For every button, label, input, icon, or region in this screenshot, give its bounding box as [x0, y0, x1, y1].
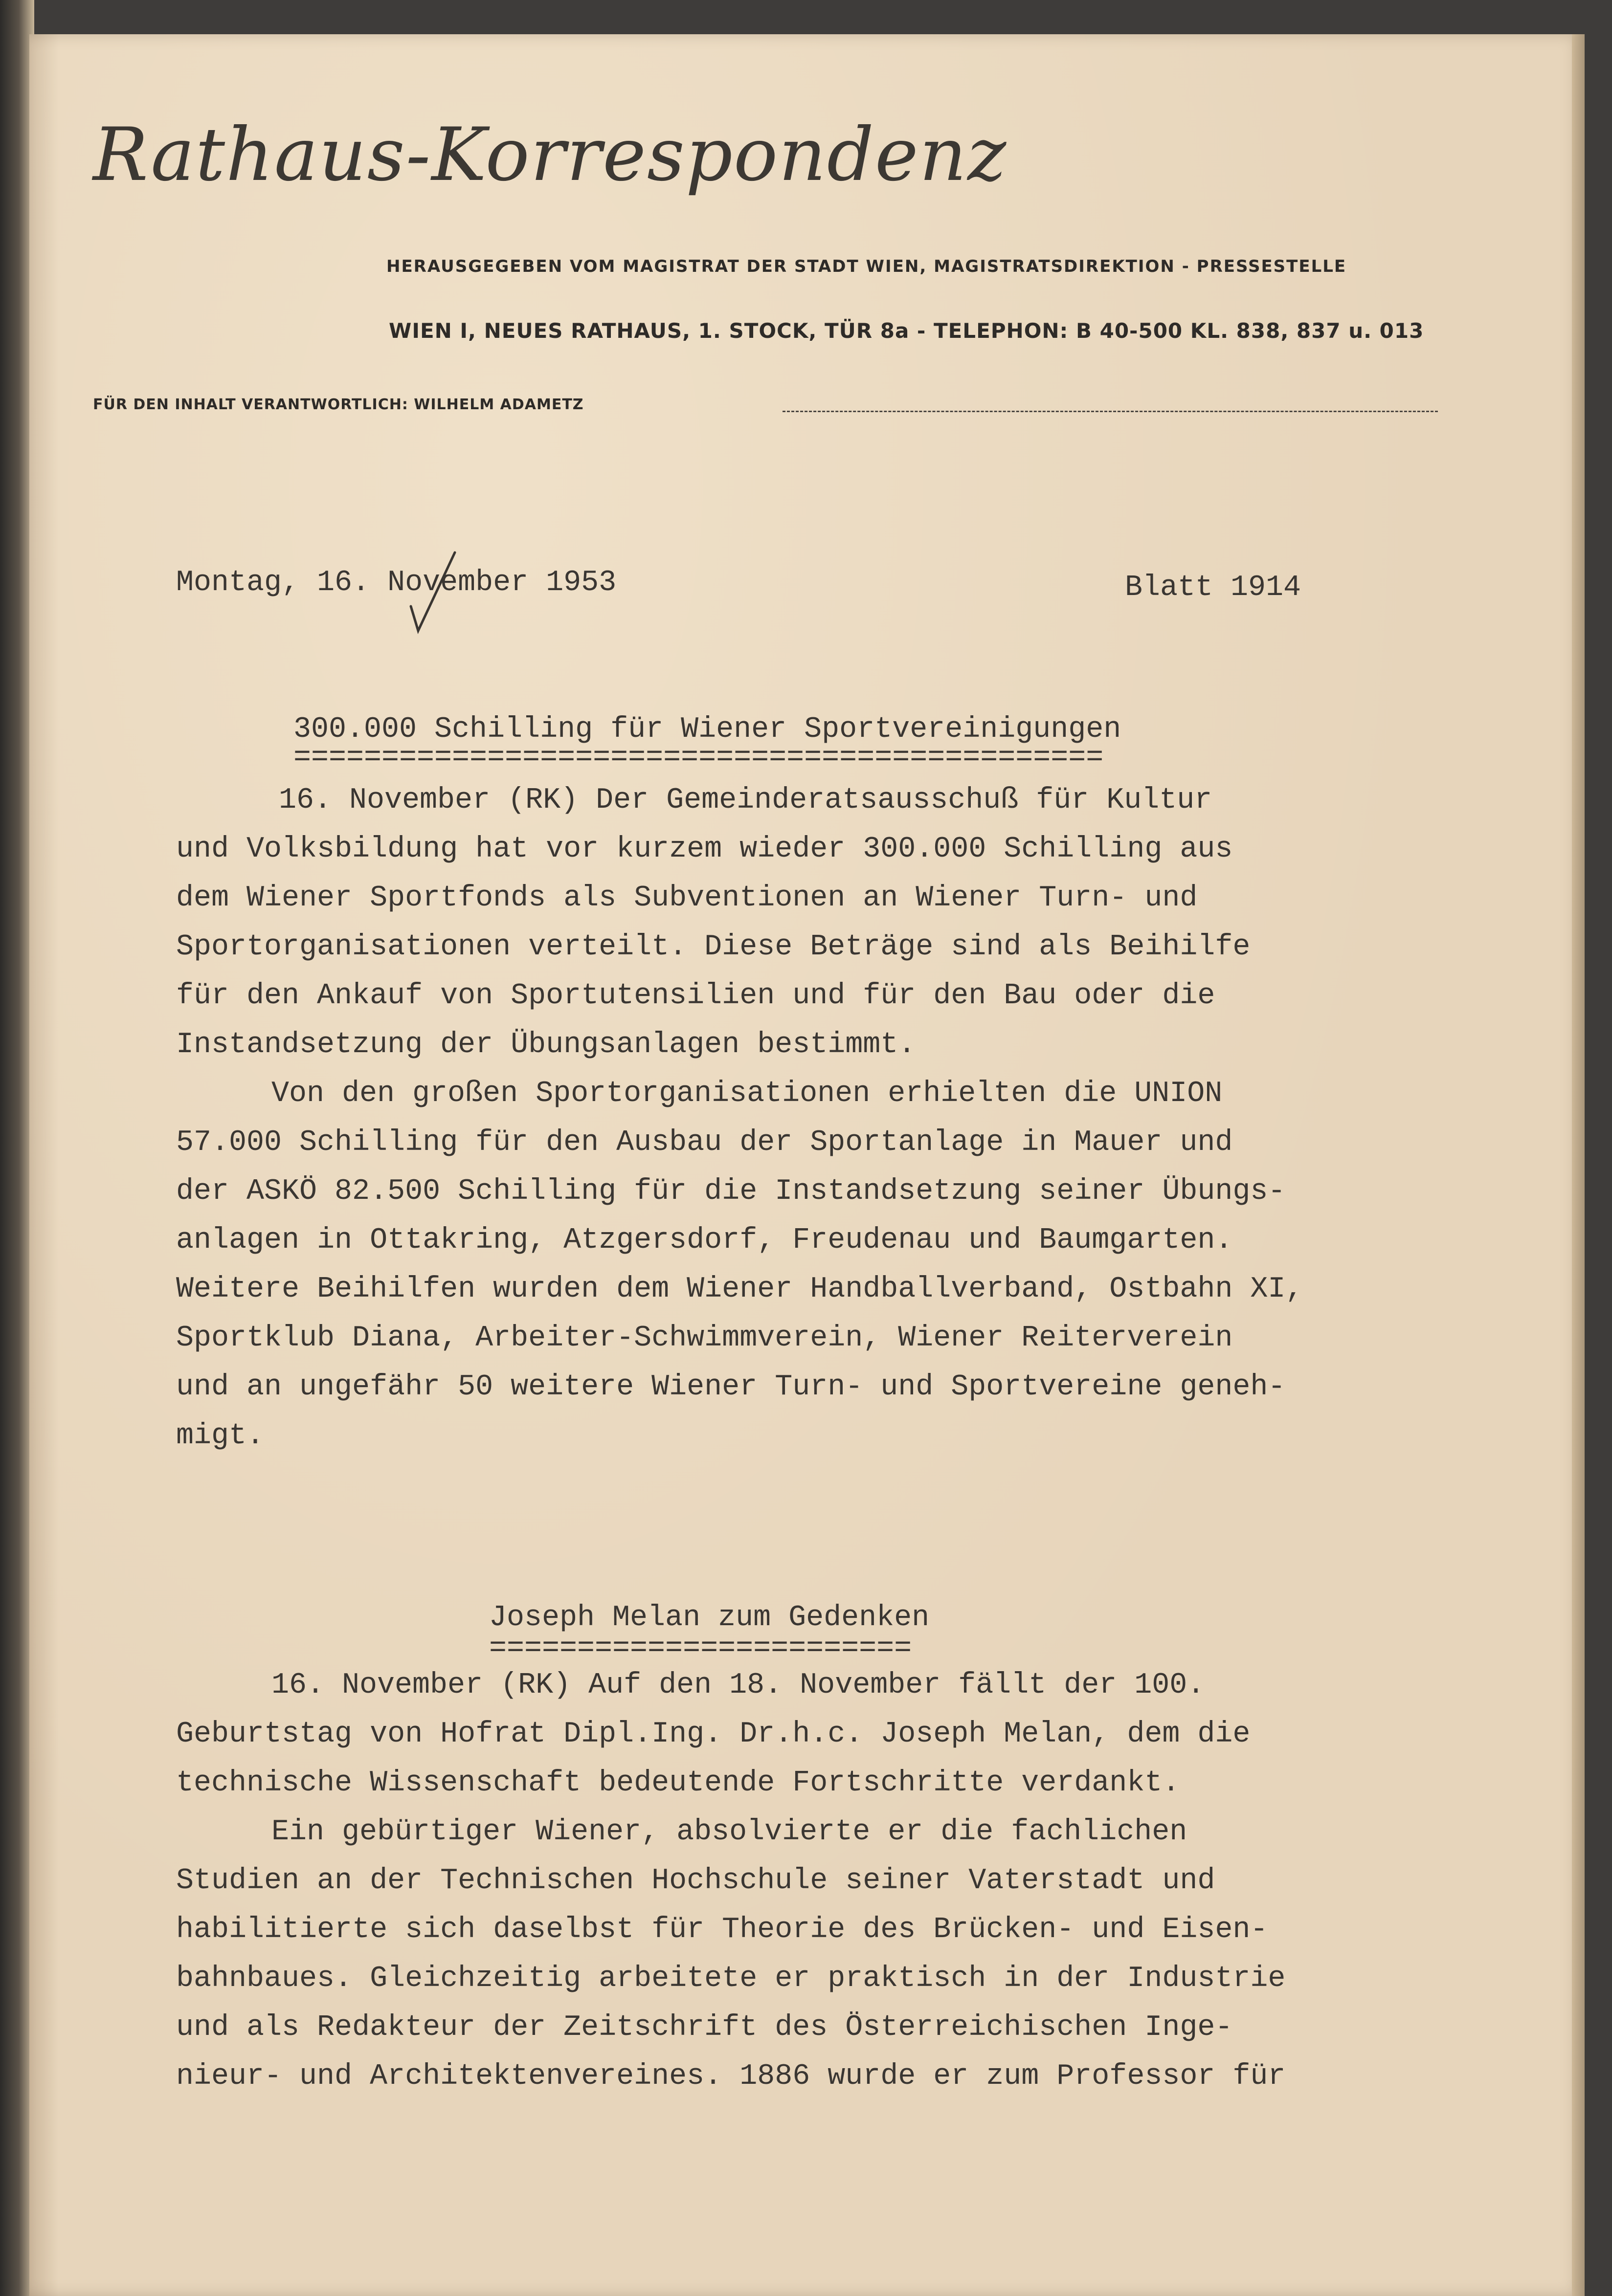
- article2-line: und als Redakteur der Zeitschrift des Österreichischen Inge-: [176, 2011, 1233, 2044]
- article1-line: anlagen in Ottakring, Atzgersdorf, Freudenau und Baumgarten.: [176, 1224, 1233, 1257]
- article1-line: migt.: [176, 1419, 265, 1453]
- article2-title-underline: ========================: [489, 1632, 912, 1665]
- article2-title: Joseph Melan zum Gedenken: [489, 1601, 930, 1634]
- page-edge: [1572, 34, 1585, 2296]
- dateline-date: Montag, 16. November 1953: [176, 566, 617, 599]
- responsible-rule: [783, 411, 1438, 412]
- article1-title-underline: ==============================================: [293, 741, 1104, 774]
- article2-line: Studien an der Technischen Hochschule seiner Vaterstadt und: [176, 1864, 1215, 1898]
- responsible-label: FÜR DEN INHALT VERANTWORTLICH: WILHELM ADAMETZ: [93, 396, 584, 413]
- responsible-row: [93, 396, 1438, 416]
- article1-line: Von den großen Sportorganisationen erhielten die UNION: [271, 1077, 1223, 1110]
- checkmark-icon: [391, 548, 470, 645]
- article2-line: technische Wissenschaft bedeutende Fortschritte verdankt.: [176, 1766, 1180, 1800]
- address-line: WIEN I, NEUES RATHAUS, 1. STOCK, TÜR 8a - TELEPHON: B 40-500 KL. 838, 837 u. 013: [389, 319, 1424, 343]
- sheet-number: Blatt 1914: [1125, 571, 1301, 604]
- article1-line: 16. November (RK) Der Gemeinderatsausschuß für Kultur: [279, 784, 1212, 817]
- article1-line: 57.000 Schilling für den Ausbau der Sportanlage in Mauer und: [176, 1126, 1233, 1159]
- article1-line: Instandsetzung der Übungsanlagen bestimmt.: [176, 1028, 916, 1061]
- article1-line: Sportorganisationen verteilt. Diese Beträge sind als Beihilfe: [176, 930, 1251, 964]
- article2-line: Geburtstag von Hofrat Dipl.Ing. Dr.h.c. Joseph Melan, dem die: [176, 1718, 1251, 1751]
- article1-line: Weitere Beihilfen wurden dem Wiener Handballverband, Ostbahn XI,: [176, 1273, 1303, 1306]
- article2-line: 16. November (RK) Auf den 18. November fällt der 100.: [271, 1669, 1205, 1702]
- article1-line: dem Wiener Sportfonds als Subventionen an Wiener Turn- und: [176, 882, 1198, 915]
- article1-title: 300.000 Schilling für Wiener Sportvereinigungen: [293, 713, 1121, 746]
- article1-line: Sportklub Diana, Arbeiter-Schwimmverein, Wiener Reiterverein: [176, 1322, 1233, 1355]
- masthead-title: Rathaus-Korrespondenz: [93, 112, 1008, 198]
- article1-line: der ASKÖ 82.500 Schilling für die Instandsetzung seiner Übungs-: [176, 1175, 1286, 1208]
- article1-line: für den Ankauf von Sportutensilien und für den Bau oder die: [176, 979, 1215, 1013]
- article2-line: bahnbaues. Gleichzeitig arbeitete er praktisch in der Industrie: [176, 1962, 1286, 1995]
- article2-line: habilitierte sich daselbst für Theorie des Brücken- und Eisen-: [176, 1913, 1268, 1946]
- publisher-line: HERAUSGEGEBEN VOM MAGISTRAT DER STADT WIEN, MAGISTRATSDIREKTION - PRESSESTELLE: [386, 257, 1347, 276]
- article2-line: nieur- und Architektenvereines. 1886 wurde er zum Professor für: [176, 2060, 1286, 2093]
- article1-line: und Volksbildung hat vor kurzem wieder 300.000 Schilling aus: [176, 833, 1233, 866]
- article2-line: Ein gebürtiger Wiener, absolvierte er die fachlichen: [271, 1815, 1187, 1849]
- article1-line: und an ungefähr 50 weitere Wiener Turn- und Sportvereine geneh-: [176, 1370, 1286, 1404]
- document-page: [29, 34, 1585, 2296]
